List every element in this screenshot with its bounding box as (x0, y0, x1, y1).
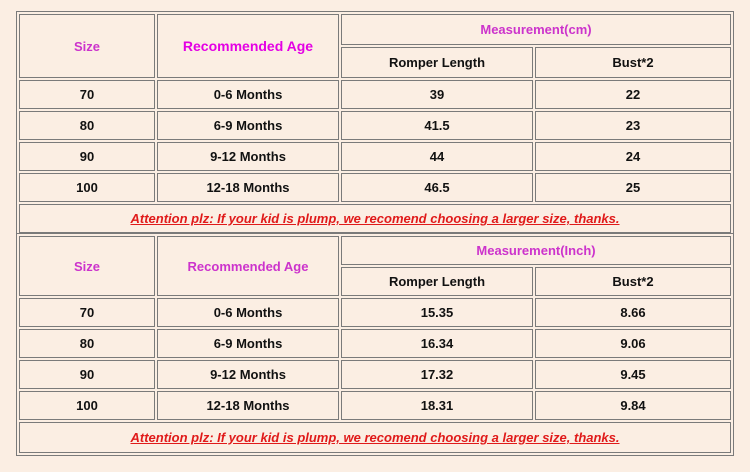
bust-header: Bust*2 (535, 267, 731, 296)
size-cell: 70 (19, 80, 155, 109)
age-cell: 6-9 Months (157, 329, 339, 358)
measurement-header: Measurement(Inch) (341, 236, 731, 265)
age-cell: 12-18 Months (157, 173, 339, 202)
age-cell: 9-12 Months (157, 142, 339, 171)
bust-cell: 8.66 (535, 298, 731, 327)
age-cell: 9-12 Months (157, 360, 339, 389)
size-table-inch (16, 233, 734, 456)
length-cell: 41.5 (341, 111, 533, 140)
length-cell: 44 (341, 142, 533, 171)
attention-row (19, 204, 731, 233)
table-row (19, 360, 731, 389)
length-cell: 18.31 (341, 391, 533, 420)
header-row (19, 236, 731, 265)
table-row (19, 173, 731, 202)
table-row (19, 111, 731, 140)
table-row (19, 391, 731, 420)
attention-note: Attention plz: If your kid is plump, we recomend choosing a larger size, thanks. (19, 422, 731, 453)
romper-length-header: Romper Length (341, 267, 533, 296)
bust-cell: 23 (535, 111, 731, 140)
length-cell: 16.34 (341, 329, 533, 358)
romper-length-header: Romper Length (341, 47, 533, 78)
table-row (19, 329, 731, 358)
bust-cell: 24 (535, 142, 731, 171)
header-row (19, 14, 731, 45)
size-header: Size (19, 236, 155, 296)
size-header: Size (19, 14, 155, 78)
table-row (19, 80, 731, 109)
size-cell: 100 (19, 391, 155, 420)
attention-note: Attention plz: If your kid is plump, we recomend choosing a larger size, thanks. (19, 204, 731, 233)
age-cell: 12-18 Months (157, 391, 339, 420)
length-cell: 46.5 (341, 173, 533, 202)
table-row (19, 298, 731, 327)
size-cell: 80 (19, 111, 155, 140)
size-cell: 100 (19, 173, 155, 202)
age-cell: 0-6 Months (157, 298, 339, 327)
size-table-cm (16, 11, 734, 236)
bust-header: Bust*2 (535, 47, 731, 78)
length-cell: 17.32 (341, 360, 533, 389)
size-cell: 80 (19, 329, 155, 358)
attention-row (19, 422, 731, 453)
size-cell: 90 (19, 142, 155, 171)
bust-cell: 9.45 (535, 360, 731, 389)
length-cell: 39 (341, 80, 533, 109)
age-header: Recommended Age (157, 14, 339, 78)
bust-cell: 25 (535, 173, 731, 202)
age-cell: 6-9 Months (157, 111, 339, 140)
bust-cell: 9.06 (535, 329, 731, 358)
bust-cell: 22 (535, 80, 731, 109)
age-cell: 0-6 Months (157, 80, 339, 109)
size-cell: 90 (19, 360, 155, 389)
table-row (19, 142, 731, 171)
age-header: Recommended Age (157, 236, 339, 296)
bust-cell: 9.84 (535, 391, 731, 420)
length-cell: 15.35 (341, 298, 533, 327)
size-cell: 70 (19, 298, 155, 327)
measurement-header: Measurement(cm) (341, 14, 731, 45)
